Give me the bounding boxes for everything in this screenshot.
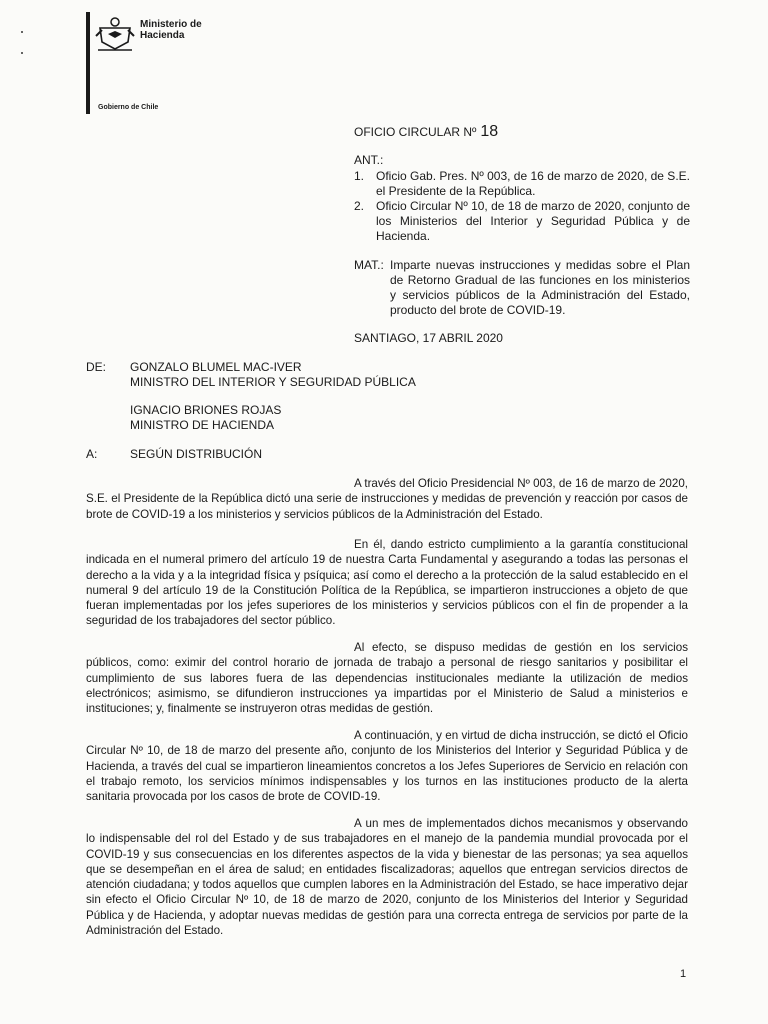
recipient-value: SEGÚN DISTRIBUCIÓN [130,447,263,461]
oficio-label: OFICIO CIRCULAR Nº [354,125,477,139]
mat-block [354,258,690,318]
body-paragraph-1: A través del Oficio Presidencial Nº 003, de 16 de marzo de 2020, S.E. el Presidente de la República dictó una serie de instrucciones y medidas de prevención y reacción por casos de brote de COVID-19 a los ministerios y servicios públicos de la Administración del Estado. [86,477,688,521]
ant-item-number: 2. [354,199,365,213]
coat-of-arms-icon [94,14,136,52]
ant-item-text: Oficio Circular Nº 10, de 18 de marzo de 2020, conjunto de los Ministerios del Interior y Seguridad Pública y de Hacienda. [376,199,690,243]
ant-item-text: Oficio Gab. Pres. Nº 003, de 16 de marzo de 2020, de S.E. el Presidente de la República. [376,169,690,198]
sender-2 [86,403,416,433]
page-number: 1 [680,968,687,980]
ministry-name: Ministerio de Hacienda [140,19,202,41]
scan-speck [21,52,23,54]
ant-item [354,199,690,244]
ant-item [354,169,690,199]
mat-text: Imparte nuevas instrucciones y medidas sobre el Plan de Retorno Gradual de las funciones en los ministerios y servicios públicos de la Administración del Estado, producto del brote de COVID-19. [390,258,690,317]
oficio-number: 18 [480,123,499,140]
place-date: SANTIAGO, 17 ABRIL 2020 [354,331,503,345]
scan-speck [21,31,23,33]
recipient-block [86,447,262,461]
oficio-circular-title [354,124,498,140]
sender-1 [86,360,416,390]
body-paragraph-4: A continuación, y en virtud de dicha instrucción, se dictó el Oficio Circular Nº 10, de 18 de marzo del presente año, conjunto de los Ministerios del Interior y Seguridad Pública y de Hacienda, a través del cual se impartieron lineamientos concretos a los Jefes Superiores de Servicio en relación con el trabajo remoto, los servicios mínimos indispensables y los turnos en las instituciones producto de la alerta sanitaria provocada por los casos de brote de COVID-19. [86,729,688,804]
government-name: Gobierno de Chile [98,104,159,111]
mat-label: MAT.: [354,258,384,272]
sender-title: MINISTRO DEL INTERIOR Y SEGURIDAD PÚBLICA [130,375,416,389]
sender-name: IGNACIO BRIONES ROJAS [130,403,282,417]
sender-name: GONZALO BLUMEL MAC-IVER [130,360,302,374]
from-label: DE: [86,360,107,374]
sender-title: MINISTRO DE HACIENDA [130,418,275,432]
letterhead [86,12,206,114]
ant-item-number: 1. [354,169,365,183]
sender-block [86,360,416,433]
body-paragraph-3: Al efecto, se dispuso medidas de gestión en los servicios públicos, como: eximir del control horario de jornada de trabajo a personal de riesgo sanitarios y posibilitar el cumplimiento de sus labores fuera de las dependencias institucionales mediante la utilización de medios electrónicos; asimismo, se difundieron instrucciones ya impartidas por el Ministerio de Salud a ministerios e instituciones; y, finalmente se instruyeron otras medidas de gestión. [86,641,688,716]
body-paragraph-5: A un mes de implementados dichos mecanismos y observando lo indispensable del rol del Estado y de sus trabajadores en el manejo de la pandemia mundial provocada por el COVID-19 y sus consecuencias en los diferentes aspectos de la vida y bienestar de las personas; ya sea aquellos que se desempeñan en el área de salud; en entidades fiscalizadoras; aquellos que entregan servicios directos de atención ciudadana; y todos aquellos que cumplen labores en la Administración del Estado, se hace imperativo dejar sin efecto el Oficio Circular Nº 10, de 18 de marzo de 2020, conjunto de los Ministerios del Interior y Seguridad Pública y de Hacienda, y adoptar nuevas medidas de gestión para una correcta entrega de servicios por parte de la Administración del Estado. [86,817,688,938]
body-paragraph-2: En él, dando estricto cumplimiento a la garantía constitucional indicada en el numeral primero del artículo 19 de nuestra Carta Fundamental y asegurando a todas las personas el derecho a la vida y a la integridad física y psíquica; así como el derecho a la protección de la salud establecido en el numeral 9 del artículo 19 de la Constitución Política de la República, se impartieron instrucciones a objeto de que fueran implementadas por los jefes superiores de los ministerios y servicios públicos con el fin de propender a la seguridad de los trabajadores del sector público. [86,538,688,628]
ant-label: ANT.: [354,153,384,167]
to-label: A: [86,447,98,461]
ant-list [354,169,690,244]
